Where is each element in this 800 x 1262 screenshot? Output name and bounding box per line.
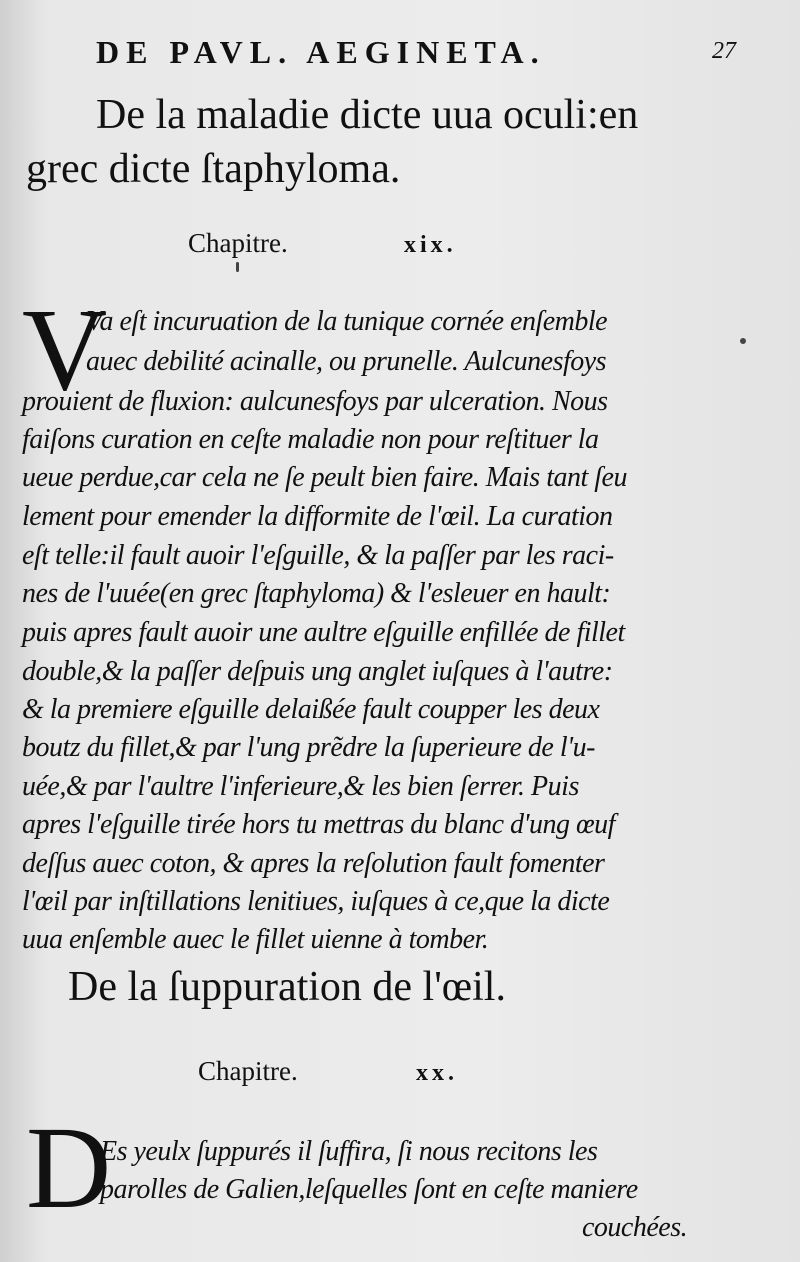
ink-spot [236, 262, 239, 272]
chapter-label: Chapitre. [198, 1056, 298, 1086]
text-line: & la premiere eſguille delaißée fault coupper les deux [22, 694, 600, 725]
text-line: prouient de fluxion: aulcunesfoys par ulceration. Nous [22, 386, 608, 417]
text-line: ueue perdue,car cela ne ſe peult bien faire. Mais tant ſeu [22, 462, 627, 493]
text-line: eſt telle:il fault auoir l'eſguille, & la paſſer par les raci- [22, 540, 614, 571]
chapter-label: Chapitre. [188, 228, 288, 258]
section-title-line-1: De la maladie dicte uua oculi:en [96, 92, 639, 138]
text-line: double,& la paſſer deſpuis ung anglet iuſques à l'autre: [22, 656, 613, 687]
text-line: boutz du fillet,& par l'ung prẽdre la ſuperieure de l'u- [22, 732, 595, 763]
ink-spot [740, 338, 746, 344]
chapter-number: xx. [416, 1060, 458, 1086]
running-title: DE PAVL. AEGINETA. [96, 34, 546, 70]
text-line: couchées. [582, 1212, 688, 1243]
section-title-line-2: grec dicte ſtaphyloma. [26, 146, 401, 192]
text-line: uée,& par l'aultre l'inferieure,& les bien ſerrer. Puis [22, 771, 579, 802]
chapter-number: xix. [404, 232, 457, 258]
drop-cap: D [26, 1102, 112, 1233]
text-line: Es yeulx ſuppurés il ſuffira, ſi nous recitons les [100, 1136, 598, 1167]
text-line: l'œil par inſtillations lenitiues, iuſques à ce,que la dicte [22, 886, 610, 917]
text-line: apres l'eſguille tirée hors tu mettras du blanc d'ung œuf [22, 809, 615, 840]
text-line: deſſus auec coton, & apres la reſolution fault fomenter [22, 848, 605, 879]
text-line: lement pour emender la difformite de l'œil. La curation [22, 501, 613, 532]
text-line: nes de l'uuée(en grec ſtaphyloma) & l'esleuer en hault: [22, 578, 611, 609]
text-line: puis apres fault auoir une aultre eſguille enfillée de fillet [22, 617, 625, 648]
section-title: De la ſuppuration de l'œil. [68, 964, 506, 1010]
text-line: parolles de Galien,leſquelles ſont en ceſte maniere [100, 1174, 638, 1205]
drop-cap: V [22, 284, 108, 415]
text-line: faiſons curation en ceſte maladie non pour reſtituer la [22, 424, 599, 455]
text-line: Va eſt incuruation de la tunique cornée enſemble [86, 306, 608, 337]
page-number: 27 [712, 38, 736, 64]
text-line: uua enſemble auec le fillet uienne à tomber. [22, 924, 489, 955]
text-line: auec debilité acinalle, ou prunelle. Aulcunesfoys [86, 346, 607, 377]
